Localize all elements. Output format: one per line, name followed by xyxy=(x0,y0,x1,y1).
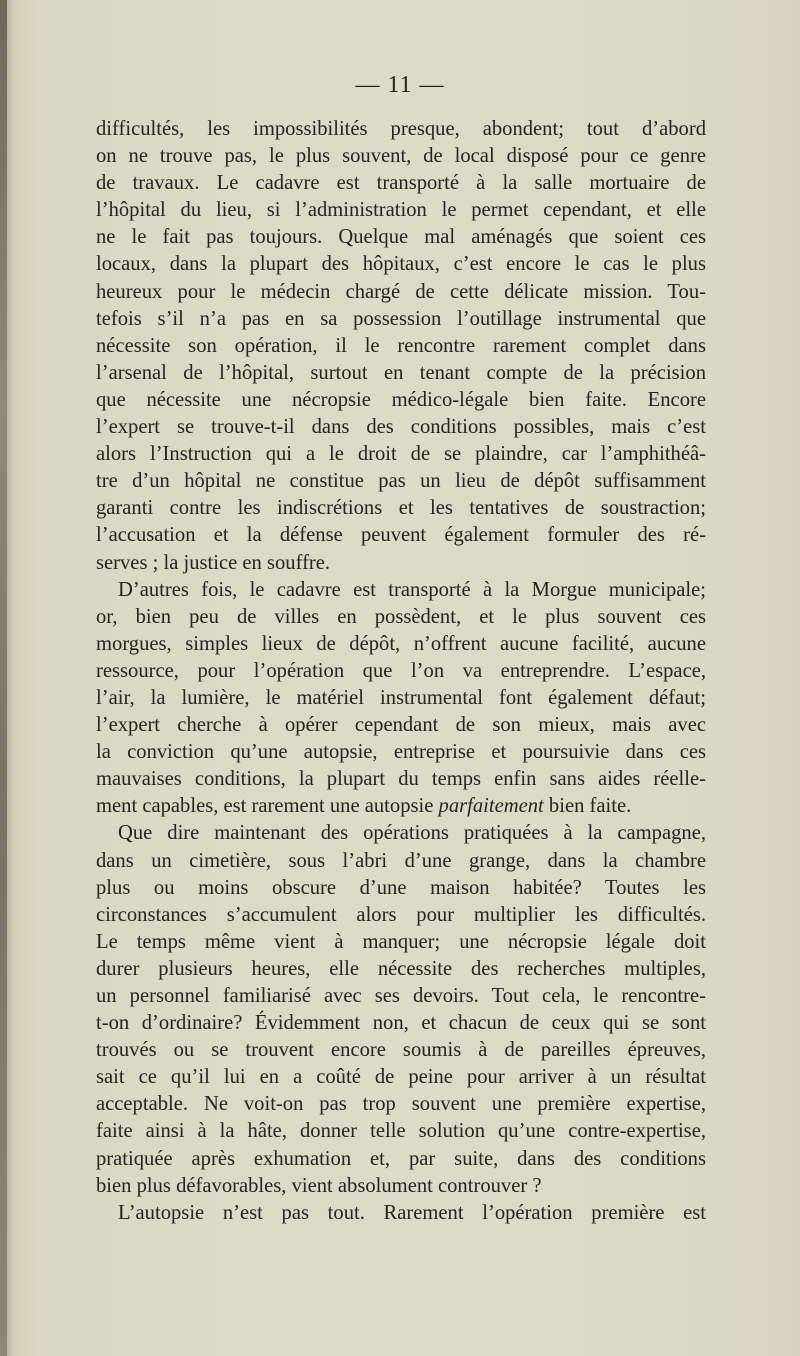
page-number: — 11 — xyxy=(355,72,445,98)
text-line: un personnel familiarisé avec ses devoirs. Tout cela, le rencontre- xyxy=(96,985,706,1007)
text-line: faite ainsi à la hâte, donner telle solution qu’une contre-expertise, xyxy=(96,1120,706,1143)
text-line: dans un cimetière, sous l’abri d’une grange, dans la chambre xyxy=(96,849,706,872)
text-line: nécessite son opération, il le rencontre rarement complet dans xyxy=(96,334,706,357)
text-line: plus ou moins obscure d’une maison habitée? Toutes les xyxy=(96,876,706,899)
text-line: difficultés, les impossibilités presque, abondent; tout d’abord xyxy=(96,118,706,140)
text-line: ment capables, est rarement une autopsie parfaitement bien faite. xyxy=(96,795,632,818)
text-line: t-on d’ordinaire? Évidemment non, et chacun de ceux qui se sont xyxy=(96,1012,706,1035)
emphasis-text: parfaitement xyxy=(438,795,544,818)
text-line: locaux, dans la plupart des hôpitaux, c’est encore le cas le plus xyxy=(96,253,706,276)
text-line: L’autopsie n’est pas tout. Rarement l’opération première est xyxy=(118,1201,706,1224)
text-line: l’air, la lumière, le matériel instrumental font également défaut; xyxy=(96,686,706,709)
text-line: mauvaises conditions, la plupart du temps enfin sans aides réelle- xyxy=(96,768,706,791)
text-line: Que dire maintenant des opérations pratiquées à la campagne, xyxy=(118,822,706,845)
text-line: l’hôpital du lieu, si l’administration le permet cependant, et elle xyxy=(96,199,706,222)
text-line: ressource, pour l’opération que l’on va entreprendre. L’espace, xyxy=(96,659,706,682)
text-line: Le temps même vient à manquer; une nécropsie légale doit xyxy=(96,930,706,953)
text-line: D’autres fois, le cadavre est transporté à la Morgue municipale; xyxy=(118,578,706,601)
text-line: bien plus défavorables, vient absolument controuver ? xyxy=(96,1174,542,1197)
text-line: l’accusation et la défense peuvent également formuler des ré- xyxy=(96,524,706,547)
text-line: serves ; la justice en souffre. xyxy=(96,551,331,574)
text-line: garanti contre les indiscrétions et les tentatives de soustraction; xyxy=(96,497,706,520)
text-line: la conviction qu’une autopsie, entreprise et poursuivie dans ces xyxy=(96,741,706,764)
body-text xyxy=(96,116,706,1227)
text-line: circonstances s’accumulent alors pour multiplier les difficultés. xyxy=(96,903,706,926)
text-line: l’arsenal de l’hôpital, surtout en tenant compte de la précision xyxy=(96,361,706,384)
text-line: de travaux. Le cadavre est transporté à la salle mortuaire de xyxy=(96,172,706,195)
text-line: sait ce qu’il lui en a coûté de peine pour arriver à un résultat xyxy=(96,1066,706,1089)
text-line: durer plusieurs heures, elle nécessite des recherches multiples, xyxy=(96,957,706,980)
text-line: l’expert cherche à opérer cependant de son mieux, mais avec xyxy=(96,714,706,737)
text-line: morgues, simples lieux de dépôt, n’offrent aucune facilité, aucune xyxy=(96,632,706,655)
page-binding-edge xyxy=(0,0,7,1356)
text-line: on ne trouve pas, le plus souvent, de local disposé pour ce genre xyxy=(96,145,706,168)
text-line: que nécessite une nécropsie médico-légale bien faite. Encore xyxy=(96,388,706,411)
text-line: or, bien peu de villes en possèdent, et le plus souvent ces xyxy=(96,605,706,628)
text-line: tefois s’il n’a pas en sa possession l’outillage instrumental que xyxy=(96,307,706,330)
text-line: l’expert se trouve-t-il dans des conditions possibles, mais c’est xyxy=(96,416,706,439)
text-line: heureux pour le médecin chargé de cette délicate mission. Tou- xyxy=(96,280,706,303)
text-line: pratiquée après exhumation et, par suite, dans des conditions xyxy=(96,1147,706,1170)
text-line: trouvés ou se trouvent encore soumis à de pareilles épreuves, xyxy=(96,1039,706,1062)
text-line: acceptable. Ne voit-on pas trop souvent une première expertise, xyxy=(96,1093,706,1116)
text-line: alors l’Instruction qui a le droit de se plaindre, car l’amphithéâ- xyxy=(96,443,706,466)
text-line: ne le fait pas toujours. Quelque mal aménagés que soient ces xyxy=(96,226,706,249)
text-line: tre d’un hôpital ne constitue pas un lieu de dépôt suffisamment xyxy=(96,470,706,493)
